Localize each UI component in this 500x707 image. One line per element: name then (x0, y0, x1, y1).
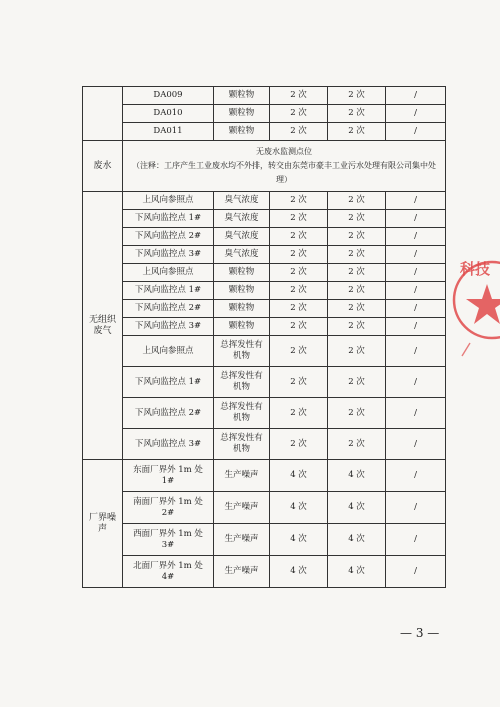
monitoring-point: 北面厂界外 1m 处 4# (123, 556, 214, 588)
table-row (83, 318, 446, 336)
frequency: 2 次 (328, 264, 386, 282)
monitoring-point: DA009 (123, 87, 214, 105)
monitoring-point: 上风向参照点 (123, 336, 214, 367)
table-row (83, 460, 446, 492)
frequency: 4 次 (328, 492, 386, 524)
monitoring-point: 下风向监控点 2# (123, 300, 214, 318)
monitoring-point: DA010 (123, 105, 214, 123)
category-cell: 废水 (83, 141, 123, 192)
remark: / (386, 556, 446, 588)
monitoring-table (82, 86, 446, 588)
frequency: 2 次 (328, 300, 386, 318)
monitoring-item: 生产噪声 (214, 524, 270, 556)
frequency: 2 次 (328, 87, 386, 105)
table-row (83, 105, 446, 123)
frequency: 2 次 (328, 282, 386, 300)
table-row (83, 123, 446, 141)
monitoring-item: 臭气浓度 (214, 228, 270, 246)
table-row (83, 398, 446, 429)
table-row (83, 210, 446, 228)
frequency: 2 次 (270, 318, 328, 336)
frequency: 2 次 (270, 228, 328, 246)
monitoring-point: DA011 (123, 123, 214, 141)
table-row (83, 87, 446, 105)
remark: / (386, 336, 446, 367)
monitoring-item: 颗粒物 (214, 105, 270, 123)
remark: / (386, 460, 446, 492)
frequency: 2 次 (270, 192, 328, 210)
monitoring-point: 下风向监控点 3# (123, 429, 214, 460)
frequency: 2 次 (270, 87, 328, 105)
table-row (83, 336, 446, 367)
monitoring-item: 总挥发性有 机物 (214, 367, 270, 398)
frequency: 4 次 (270, 524, 328, 556)
frequency: 2 次 (328, 105, 386, 123)
monitoring-item: 生产噪声 (214, 492, 270, 524)
monitoring-item: 颗粒物 (214, 123, 270, 141)
monitoring-item: 颗粒物 (214, 318, 270, 336)
frequency: 2 次 (270, 264, 328, 282)
monitoring-item: 颗粒物 (214, 87, 270, 105)
remark: / (386, 87, 446, 105)
table-row (83, 367, 446, 398)
frequency: 2 次 (270, 398, 328, 429)
frequency: 2 次 (270, 210, 328, 228)
category-cell: 厂界噪 声 (83, 460, 123, 588)
table-row (83, 556, 446, 588)
monitoring-point: 下风向监控点 1# (123, 367, 214, 398)
monitoring-point: 下风向监控点 3# (123, 318, 214, 336)
frequency: 2 次 (328, 210, 386, 228)
frequency: 2 次 (328, 367, 386, 398)
monitoring-point: 上风向参照点 (123, 192, 214, 210)
monitoring-point: 西面厂界外 1m 处 3# (123, 524, 214, 556)
remark: / (386, 398, 446, 429)
remark: / (386, 318, 446, 336)
remark: / (386, 524, 446, 556)
remark: / (386, 210, 446, 228)
remark: / (386, 246, 446, 264)
monitoring-point: 下风向监控点 2# (123, 398, 214, 429)
monitoring-point: 下风向监控点 1# (123, 210, 214, 228)
monitoring-item: 臭气浓度 (214, 192, 270, 210)
remark: / (386, 429, 446, 460)
frequency: 4 次 (270, 556, 328, 588)
monitoring-point: 下风向监控点 2# (123, 228, 214, 246)
remark: / (386, 264, 446, 282)
monitoring-point: 东面厂界外 1m 处 1# (123, 460, 214, 492)
category-cell (83, 87, 123, 141)
table-row (83, 228, 446, 246)
frequency: 4 次 (328, 460, 386, 492)
table-row (83, 246, 446, 264)
frequency: 4 次 (328, 524, 386, 556)
remark: / (386, 282, 446, 300)
page-number: — 3 — (400, 626, 440, 640)
frequency: 4 次 (270, 492, 328, 524)
monitoring-item: 颗粒物 (214, 300, 270, 318)
monitoring-point: 下风向监控点 1# (123, 282, 214, 300)
monitoring-item: 颗粒物 (214, 282, 270, 300)
frequency: 2 次 (328, 192, 386, 210)
table-row (83, 492, 446, 524)
monitoring-item: 生产噪声 (214, 556, 270, 588)
table-row (83, 141, 446, 192)
frequency: 2 次 (328, 246, 386, 264)
table-row (83, 429, 446, 460)
frequency: 2 次 (328, 123, 386, 141)
monitoring-item: 总挥发性有 机物 (214, 429, 270, 460)
seal-text: 科技 (460, 260, 491, 278)
remark: / (386, 492, 446, 524)
remark: / (386, 192, 446, 210)
monitoring-point: 南面厂界外 1m 处 2# (123, 492, 214, 524)
frequency: 4 次 (328, 556, 386, 588)
table-row (83, 192, 446, 210)
remark: / (386, 123, 446, 141)
table-row (83, 300, 446, 318)
monitoring-item: 臭气浓度 (214, 246, 270, 264)
frequency: 2 次 (270, 123, 328, 141)
frequency: 2 次 (328, 318, 386, 336)
remark: / (386, 105, 446, 123)
frequency: 2 次 (328, 429, 386, 460)
remark: / (386, 367, 446, 398)
frequency: 2 次 (270, 367, 328, 398)
wastewater-note: 无废水监测点位 （注释：工序产生工业废水均不外排，转交由东莞市豪丰工业污水处理有限公司集中处理） (123, 141, 446, 192)
monitoring-point: 下风向监控点 3# (123, 246, 214, 264)
remark: / (386, 300, 446, 318)
table-row (83, 264, 446, 282)
frequency: 2 次 (270, 246, 328, 264)
frequency: 2 次 (270, 300, 328, 318)
official-seal-stamp (452, 238, 500, 363)
frequency: 2 次 (270, 336, 328, 367)
frequency: 4 次 (270, 460, 328, 492)
frequency: 2 次 (328, 336, 386, 367)
frequency: 2 次 (270, 105, 328, 123)
monitoring-item: 生产噪声 (214, 460, 270, 492)
table-row (83, 282, 446, 300)
monitoring-item: 颗粒物 (214, 264, 270, 282)
frequency: 2 次 (328, 228, 386, 246)
category-cell: 无组织 废气 (83, 192, 123, 460)
table-row (83, 524, 446, 556)
frequency: 2 次 (328, 398, 386, 429)
monitoring-item: 总挥发性有 机物 (214, 336, 270, 367)
frequency: 2 次 (270, 429, 328, 460)
frequency: 2 次 (270, 282, 328, 300)
monitoring-item: 总挥发性有 机物 (214, 398, 270, 429)
remark: / (386, 228, 446, 246)
monitoring-item: 臭气浓度 (214, 210, 270, 228)
monitoring-point: 上风向参照点 (123, 264, 214, 282)
